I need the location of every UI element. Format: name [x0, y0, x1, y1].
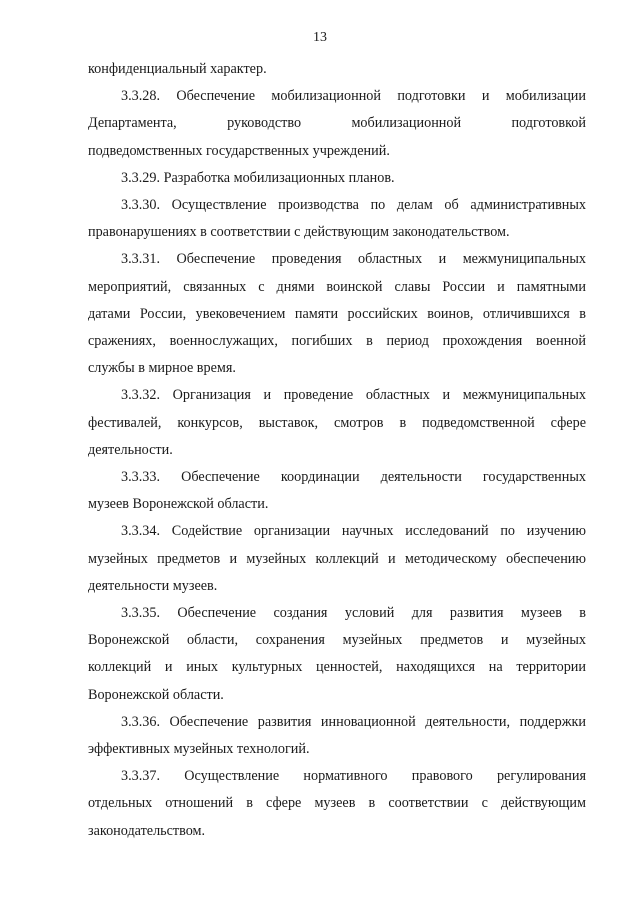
paragraph-3-3-36 — [88, 709, 586, 763]
text-line: 3.3.29. Разработка мобилизационных планов. — [121, 169, 395, 186]
paragraph-3-3-30 — [88, 192, 586, 246]
paragraph-3-3-35 — [88, 600, 586, 709]
paragraph-3-3-29 — [88, 165, 586, 192]
text-line: Воронежской области, сохранения музейных предметов и музейных — [88, 632, 586, 649]
text-line: 3.3.31. Обеспечение проведения областных и межмуниципальных — [121, 251, 586, 268]
text-line: музеев Воронежской области. — [88, 496, 269, 513]
text-line: 3.3.34. Содействие организации научных исследований по изучению — [121, 523, 586, 540]
text-line: мероприятий, связанных с днями воинской славы России и памятными — [88, 278, 586, 295]
paragraph-3-3-31 — [88, 246, 586, 382]
paragraph-3-3-32 — [88, 382, 586, 464]
text-line: деятельности. — [88, 441, 173, 458]
text-line: деятельности музеев. — [88, 577, 218, 594]
text-line: правонарушениях в соответствии с действующим законодательством. — [88, 224, 510, 241]
text-line: 3.3.28. Обеспечение мобилизационной подготовки и мобилизации — [121, 88, 586, 105]
text-line: музейных предметов и музейных коллекций и методическому обеспечению — [88, 550, 586, 567]
text-line: датами России, увековечением памяти российских воинов, отличившихся в — [88, 305, 586, 322]
text-line: эффективных музейных технологий. — [88, 741, 310, 758]
text-line: сражениях, военнослужащих, погибших в период прохождения военной — [88, 333, 586, 350]
text-line: конфиденциальный характер. — [88, 61, 267, 77]
text-line: фестивалей, конкурсов, выставок, смотров в подведомственной сфере — [88, 414, 586, 431]
paragraph-3-3-34 — [88, 518, 586, 600]
text-line: коллекций и иных культурных ценностей, находящихся на территории — [88, 659, 586, 676]
paragraph-3-3-28 — [88, 83, 586, 165]
text-line: отдельных отношений в сфере музеев в соответствии с действующим — [88, 795, 586, 812]
paragraph-continuation — [88, 56, 586, 83]
text-line: службы в мирное время. — [88, 360, 236, 377]
paragraph-3-3-37 — [88, 763, 586, 845]
text-line: 3.3.30. Осуществление производства по делам об административных — [121, 197, 586, 214]
page-number: 13 — [313, 30, 327, 45]
text-line: подведомственных государственных учреждений. — [88, 142, 390, 159]
paragraph-3-3-33 — [88, 464, 586, 518]
text-line: 3.3.33. Обеспечение координации деятельности государственных — [121, 469, 586, 486]
text-line: Воронежской области. — [88, 686, 224, 703]
text-line: 3.3.37. Осуществление нормативного правового регулирования — [121, 768, 586, 785]
text-line: 3.3.36. Обеспечение развития инновационной деятельности, поддержки — [121, 713, 586, 730]
text-line: Департамента, руководство мобилизационной подготовкой — [88, 115, 586, 132]
text-line: законодательством. — [88, 822, 206, 839]
text-line: 3.3.35. Обеспечение создания условий для развития музеев в — [121, 605, 586, 622]
document-body — [88, 56, 586, 845]
text-line: 3.3.32. Организация и проведение областных и межмуниципальных — [121, 387, 586, 404]
